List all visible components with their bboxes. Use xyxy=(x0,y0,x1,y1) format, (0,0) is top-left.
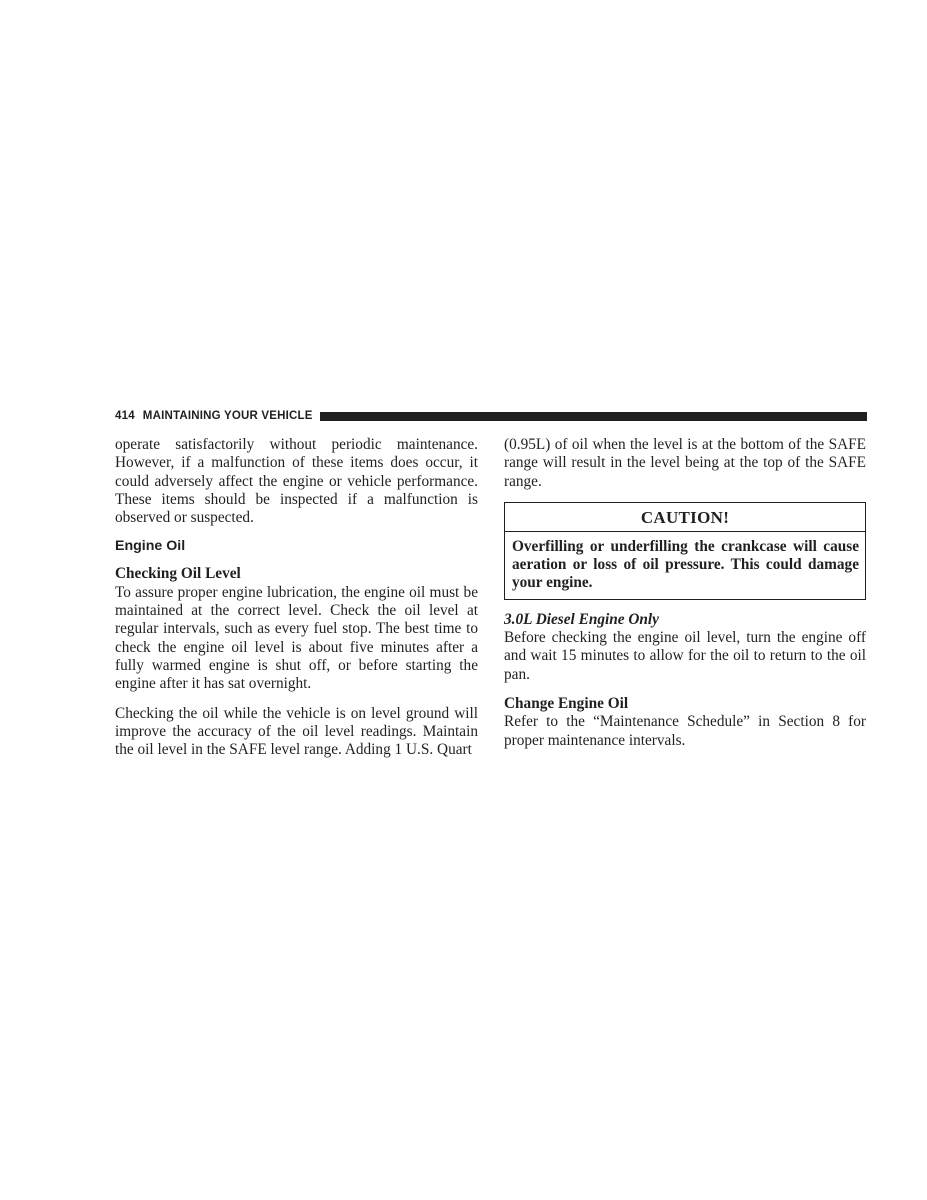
change-engine-oil-heading: Change Engine Oil xyxy=(504,694,629,712)
caution-box xyxy=(504,502,866,600)
change-paragraph: Refer to the “Maintenance Schedule” in Section 8 for proper maintenance intervals. xyxy=(504,713,866,749)
paragraph-gap xyxy=(115,694,478,705)
continuation-paragraph: (0.95L) of oil when the level is at the bottom of the SAFE range will result in the level being at the top of the SAFE range. xyxy=(504,436,866,490)
left-column xyxy=(115,436,478,759)
paragraph-gap xyxy=(504,684,866,695)
intro-paragraph: operate satisfactorily without periodic maintenance. However, if a malfunction of these items does occur, it could adversely affect the engine or vehicle performance. These items should be inspected if a malfunction is observed or suspected. xyxy=(115,436,478,527)
checking-oil-level-heading: Checking Oil Level xyxy=(115,565,241,583)
right-column xyxy=(504,436,866,750)
section-title: MAINTAINING YOUR VEHICLE xyxy=(142,410,313,422)
diesel-engine-heading: 3.0L Diesel Engine Only xyxy=(504,610,659,628)
engine-oil-heading: Engine Oil xyxy=(115,538,186,555)
page-number: 414 xyxy=(115,410,135,422)
caution-title: CAUTION! xyxy=(505,503,865,532)
header-rule xyxy=(320,412,867,421)
page-header xyxy=(115,409,867,423)
diesel-paragraph: Before checking the engine oil level, turn the engine off and wait 15 minutes to allow for the oil to return to the oil pan. xyxy=(504,629,866,683)
checking-paragraph-1: To assure proper engine lubrication, the engine oil must be maintained at the correct level. Check the oil level at regular intervals, such as every fuel stop. The best time to check the engine oil level is about five minutes after a fully warmed engine is shut off, or before starting the engine after it has sat overnight. xyxy=(115,583,478,693)
caution-text: Overfilling or underfilling the crankcase will cause aeration or loss of oil pressure. This could damage your engine. xyxy=(512,537,859,592)
checking-paragraph-2: Checking the oil while the vehicle is on level ground will improve the accuracy of the oil level readings. Maintain the oil level in the SAFE level range. Adding 1 U.S. Quart xyxy=(115,704,478,759)
